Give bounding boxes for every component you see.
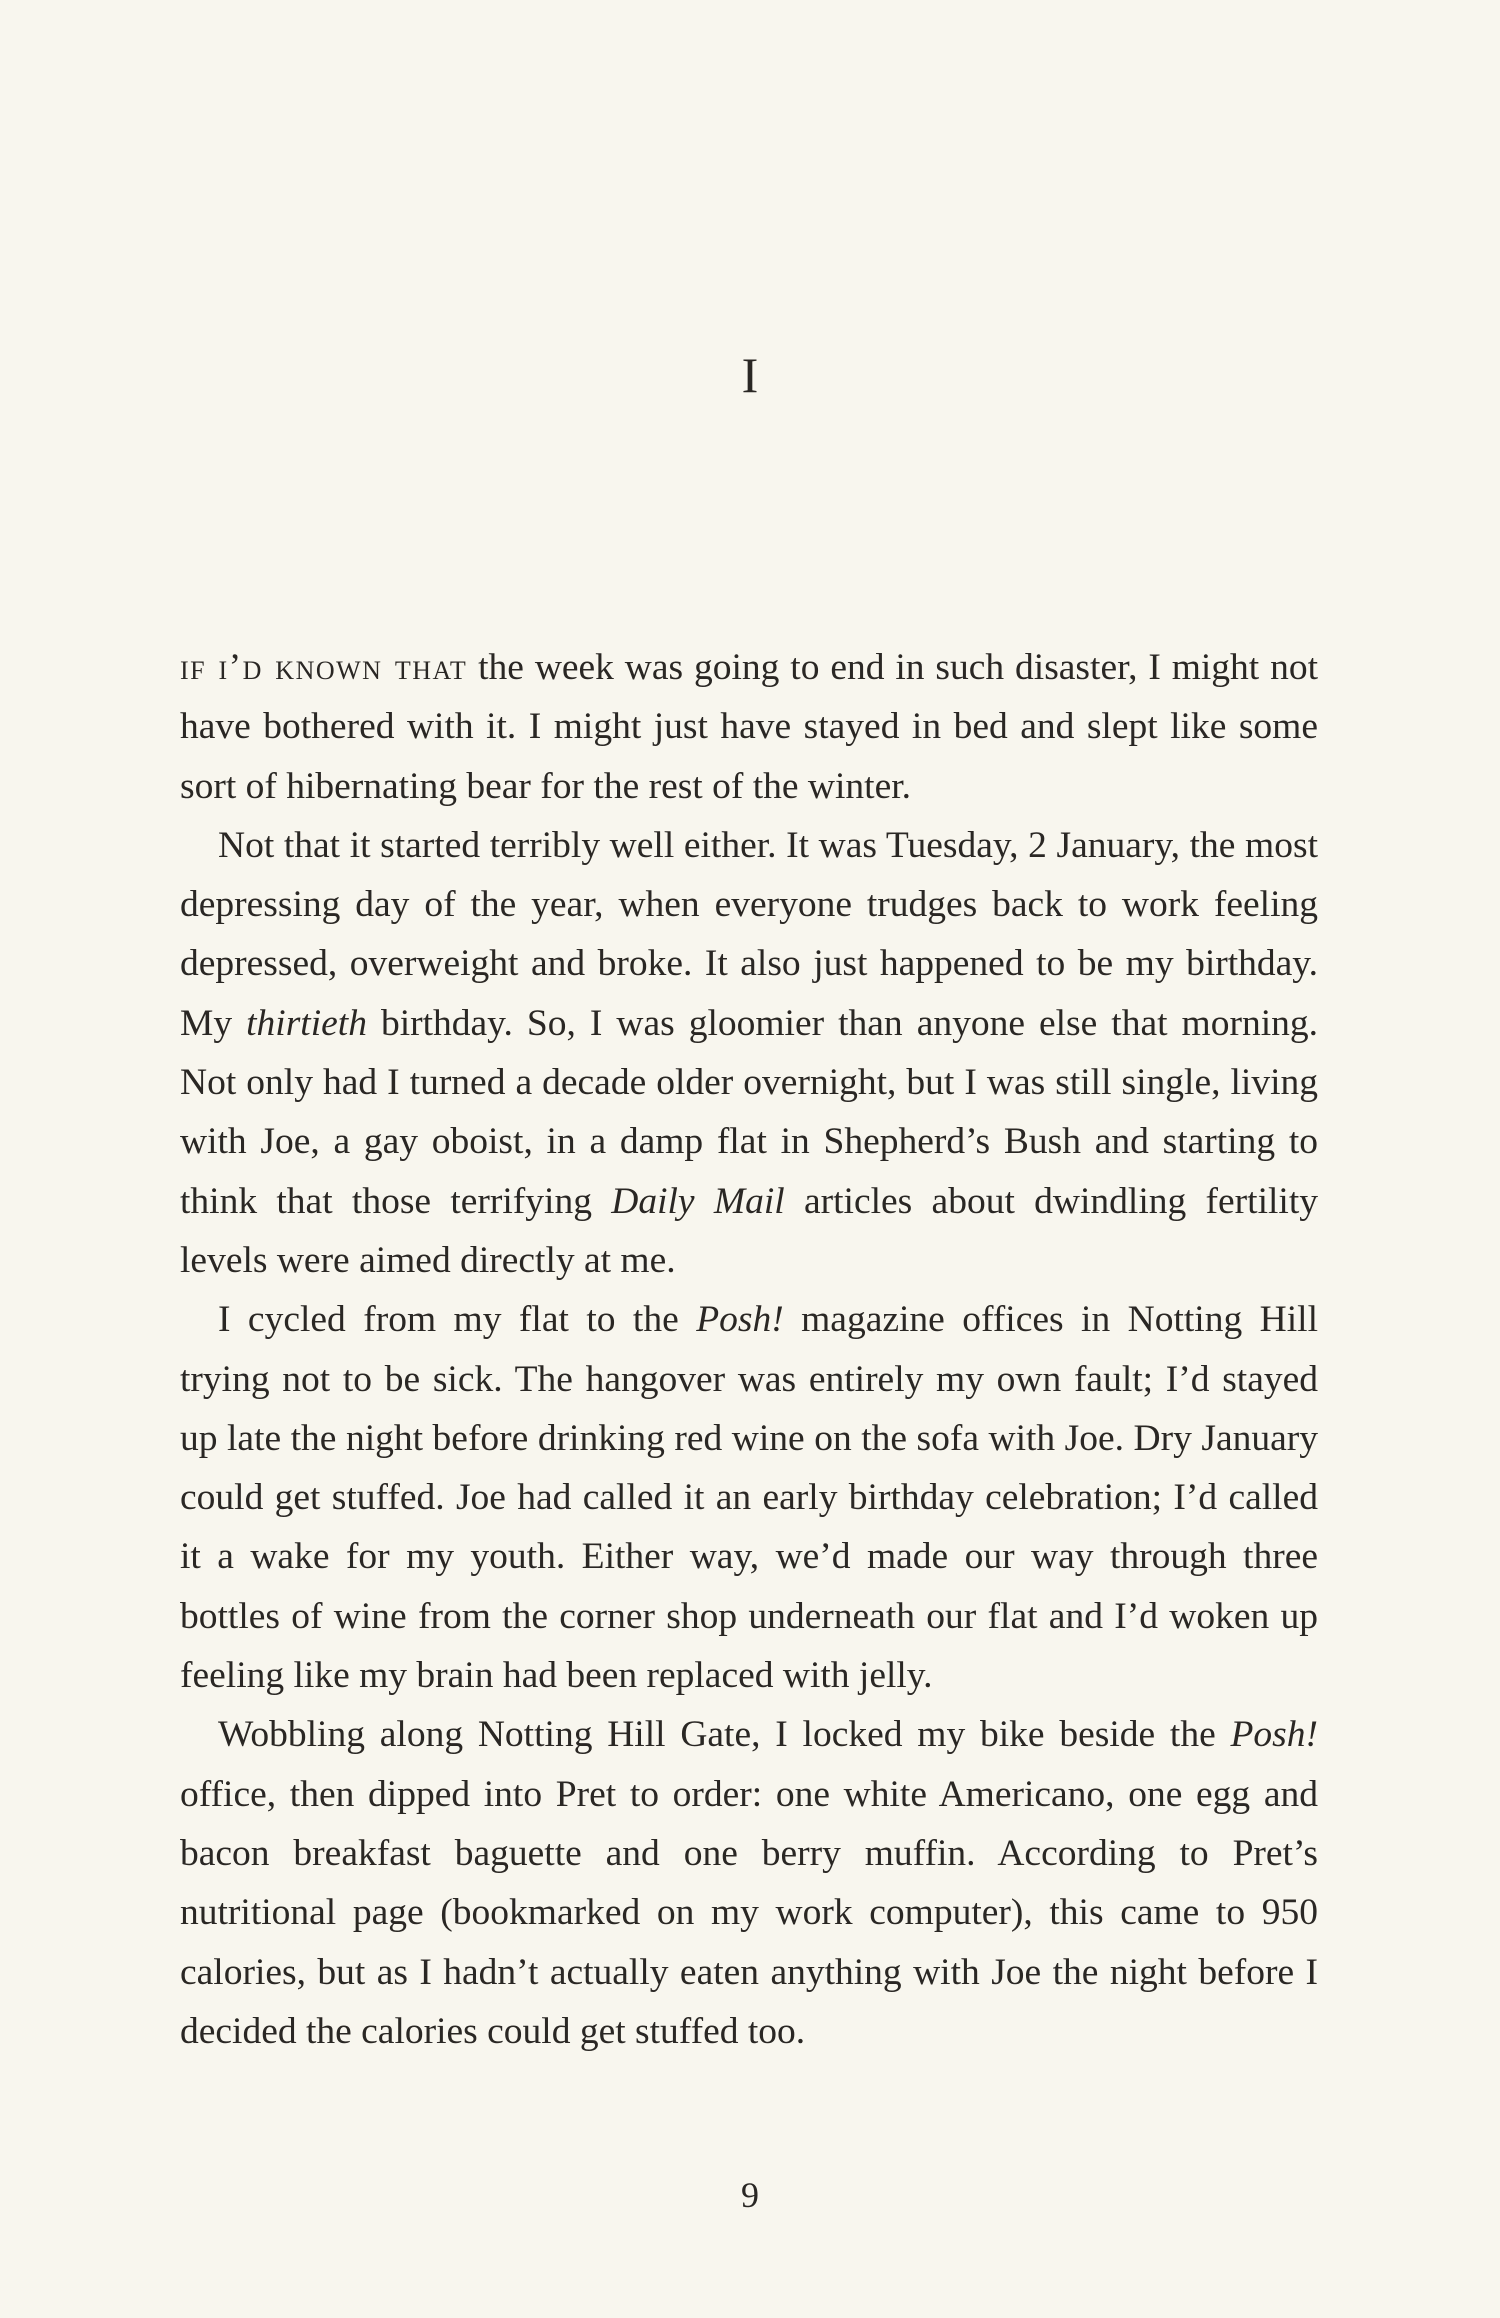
paragraph-4-text-b: office, then dipped into Pret to order: one white Americano, one egg and bacon breakfast baguette and one berry muffin. According to Pret’s nutritional page (bookmarked on my work computer), this came to 950 calories, but as I hadn’t actually eaten anything with Joe the night before I decided the calories could get stuffed too. [180,1773,1318,2052]
paragraph-2-text-a: Not that it started terribly well either. It was Tuesday, 2 January, the most depressing day of the year, when everyone trudges back to work feeling depressed, overweight and broke. It also just happened to be my birthday. My [180,824,1318,1044]
paragraph-3 [180,1290,1318,1705]
paragraph-1 [180,638,1318,816]
emphasis-posh-2: Posh! [1230,1714,1318,1756]
emphasis-daily-mail: Daily Mail [611,1180,785,1222]
paragraph-3-text-b: magazine offices in Notting Hill trying not to be sick. The hangover was entirely my own fault; I’d stayed up late the night before drinking red wine on the sofa with Joe. Dry January could get stuffed. Joe had called it an early birthday celebration; I’d called it a wake for my youth. Either way, we’d made our way through three bottles of wine from the corner shop underneath our flat and I’d woken up feeling like my brain had been replaced with jelly. [180,1299,1318,1697]
opening-words: if i’d known that [180,647,468,688]
emphasis-thirtieth: thirtieth [246,1002,367,1044]
chapter-number: I [741,347,759,403]
paragraph-2 [180,816,1318,1290]
chapter-body [180,638,1318,2061]
emphasis-posh-1: Posh! [696,1299,784,1341]
paragraph-4-text-a: Wobbling along Notting Hill Gate, I locked my bike beside the [218,1714,1231,1756]
paragraph-3-text-a: I cycled from my flat to the [218,1299,697,1341]
paragraph-1-text: the week was going to end in such disaster, I might not have bothered with it. I might just have stayed in bed and slept like some sort of hibernating bear for the rest of the winter. [180,647,1318,807]
paragraph-4 [180,1705,1318,2061]
page-number: 9 [741,2175,759,2215]
paragraph-2-text-c: articles about dwindling fertility levels were aimed directly at me. [180,1180,1319,1281]
paragraph-2-text-b: birthday. So, I was gloomier than anyone else that morning. Not only had I turned a decade older overnight, but I was still single, living with Joe, a gay oboist, in a damp flat in Shepherd’s Bush and starting to think that those terrifying [180,1002,1319,1222]
